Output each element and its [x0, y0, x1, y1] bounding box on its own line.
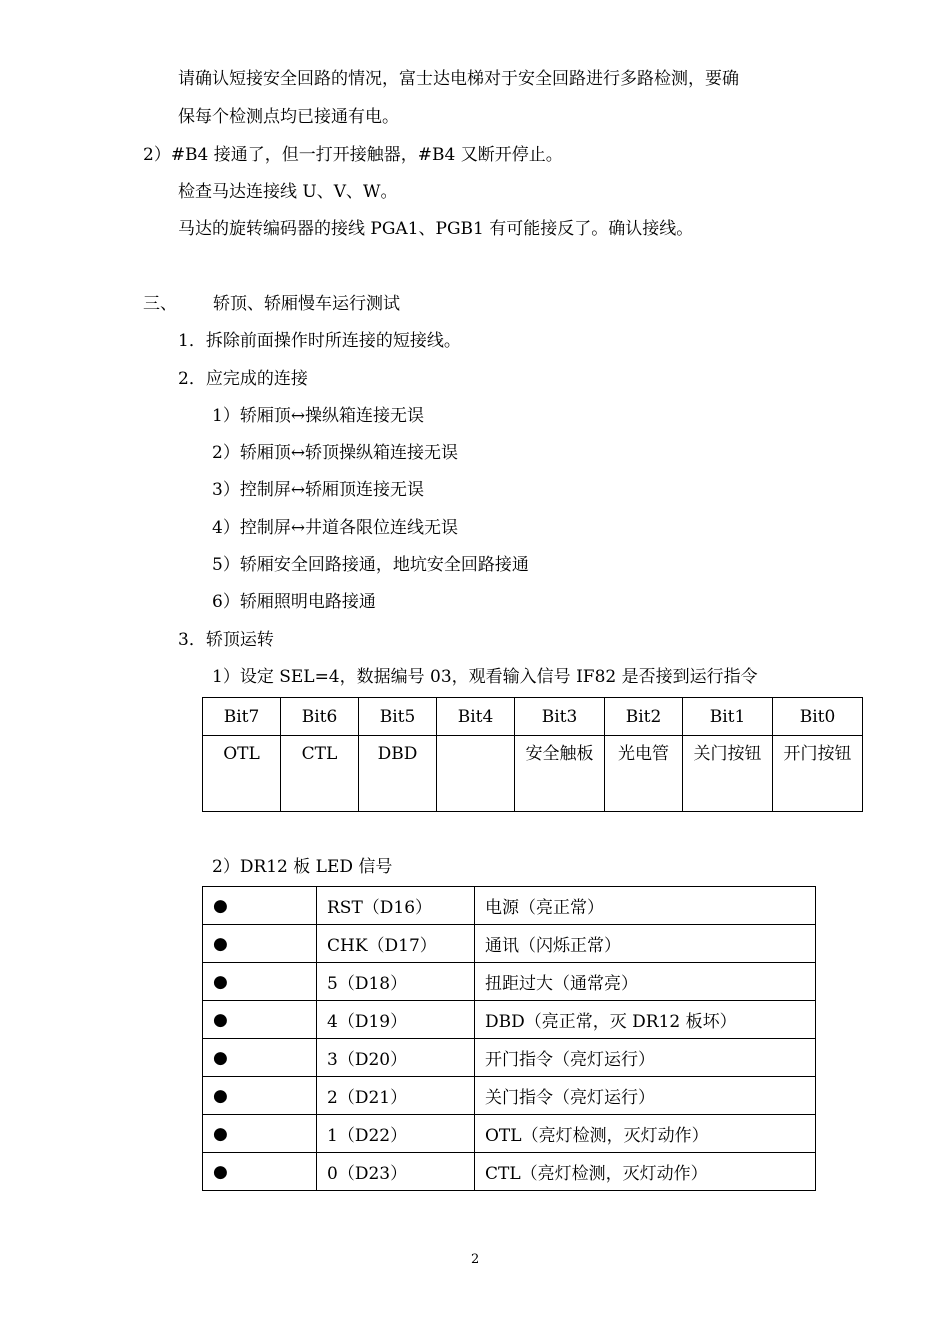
led-code: 4（D19）	[317, 1001, 475, 1039]
sub-list-item: 6）轿厢照明电路接通	[212, 592, 376, 612]
paragraph-line: 2）#B4 接通了，但一打开接触器，#B4 又断开停止。	[143, 145, 563, 165]
led-description: 通讯（闪烁正常）	[475, 925, 816, 963]
table-cell: CTL	[281, 736, 359, 812]
paragraph-line: 请确认短接安全回路的情况，富士达电梯对于安全回路进行多路检测，要确	[178, 69, 739, 89]
led-code: 1（D22）	[317, 1115, 475, 1153]
led-description: 电源（亮正常）	[475, 887, 816, 925]
table-row	[203, 963, 816, 1001]
sub-list-item: 4）控制屏↔井道各限位连线无误	[212, 518, 459, 538]
table-row	[203, 736, 863, 812]
input-signal-table	[202, 697, 863, 812]
bullet-icon: ●	[203, 925, 317, 963]
led-description: OTL（亮灯检测，灭灯动作）	[475, 1115, 816, 1153]
list-item: 2．应完成的连接	[178, 369, 308, 389]
paragraph-line: 检查马达连接线 U、V、W。	[178, 182, 398, 202]
bullet-icon: ●	[203, 1115, 317, 1153]
table-header-cell: Bit3	[515, 698, 605, 736]
sub-list-item: 1）轿厢顶↔操纵箱连接无误	[212, 406, 425, 426]
led-description: 扭距过大（通常亮）	[475, 963, 816, 1001]
led-code: RST（D16）	[317, 887, 475, 925]
bullet-icon: ●	[203, 1153, 317, 1191]
list-item: 3．轿顶运转	[178, 630, 274, 650]
sub-list-item: 3）控制屏↔轿厢顶连接无误	[212, 480, 425, 500]
section-number: 三、	[143, 294, 177, 314]
led-code: 2（D21）	[317, 1077, 475, 1115]
table-cell: 光电管	[605, 736, 683, 812]
section-title: 轿顶、轿厢慢车运行测试	[213, 294, 400, 314]
led-description: 开门指令（亮灯运行）	[475, 1039, 816, 1077]
bullet-icon: ●	[203, 887, 317, 925]
table-row	[203, 925, 816, 963]
table-header-cell: Bit4	[437, 698, 515, 736]
paragraph-line: 保每个检测点均已接通有电。	[178, 107, 399, 127]
led-code: 3（D20）	[317, 1039, 475, 1077]
led-description: CTL（亮灯检测，灭灯动作）	[475, 1153, 816, 1191]
bullet-icon: ●	[203, 1077, 317, 1115]
table-header-row	[203, 698, 863, 736]
table-cell	[437, 736, 515, 812]
page-number: 2	[471, 1252, 480, 1267]
table-row	[203, 1001, 816, 1039]
led-description: DBD（亮正常，灭 DR12 板坏）	[475, 1001, 816, 1039]
bullet-icon: ●	[203, 963, 317, 1001]
paragraph-line: 马达的旋转编码器的接线 PGA1、PGB1 有可能接反了。确认接线。	[178, 219, 694, 239]
table-row	[203, 1153, 816, 1191]
table-header-cell: Bit6	[281, 698, 359, 736]
bullet-icon: ●	[203, 1001, 317, 1039]
table-row	[203, 1115, 816, 1153]
table-row	[203, 1077, 816, 1115]
list-item: 1．拆除前面操作时所连接的短接线。	[178, 331, 461, 351]
led-code: CHK（D17）	[317, 925, 475, 963]
table-header-cell: Bit5	[359, 698, 437, 736]
table-cell: OTL	[203, 736, 281, 812]
table-cell: 安全触板	[515, 736, 605, 812]
table-cell: DBD	[359, 736, 437, 812]
led-code: 0（D23）	[317, 1153, 475, 1191]
table-cell: 关门按钮	[683, 736, 773, 812]
bullet-icon: ●	[203, 1039, 317, 1077]
table-header-cell: Bit1	[683, 698, 773, 736]
table-row	[203, 1039, 816, 1077]
table-header-cell: Bit7	[203, 698, 281, 736]
table-header-cell: Bit0	[773, 698, 863, 736]
table-cell: 开门按钮	[773, 736, 863, 812]
led-code: 5（D18）	[317, 963, 475, 1001]
table-header-cell: Bit2	[605, 698, 683, 736]
sub-list-item: 2）轿厢顶↔轿顶操纵箱连接无误	[212, 443, 459, 463]
led-description: 关门指令（亮灯运行）	[475, 1077, 816, 1115]
sub-list-item: 1）设定 SEL=4，数据编号 03，观看输入信号 IF82 是否接到运行指令	[212, 667, 758, 687]
led-signal-table	[202, 886, 816, 1191]
sub-list-item: 2）DR12 板 LED 信号	[212, 857, 393, 877]
table-row	[203, 887, 816, 925]
sub-list-item: 5）轿厢安全回路接通，地坑安全回路接通	[212, 555, 529, 575]
